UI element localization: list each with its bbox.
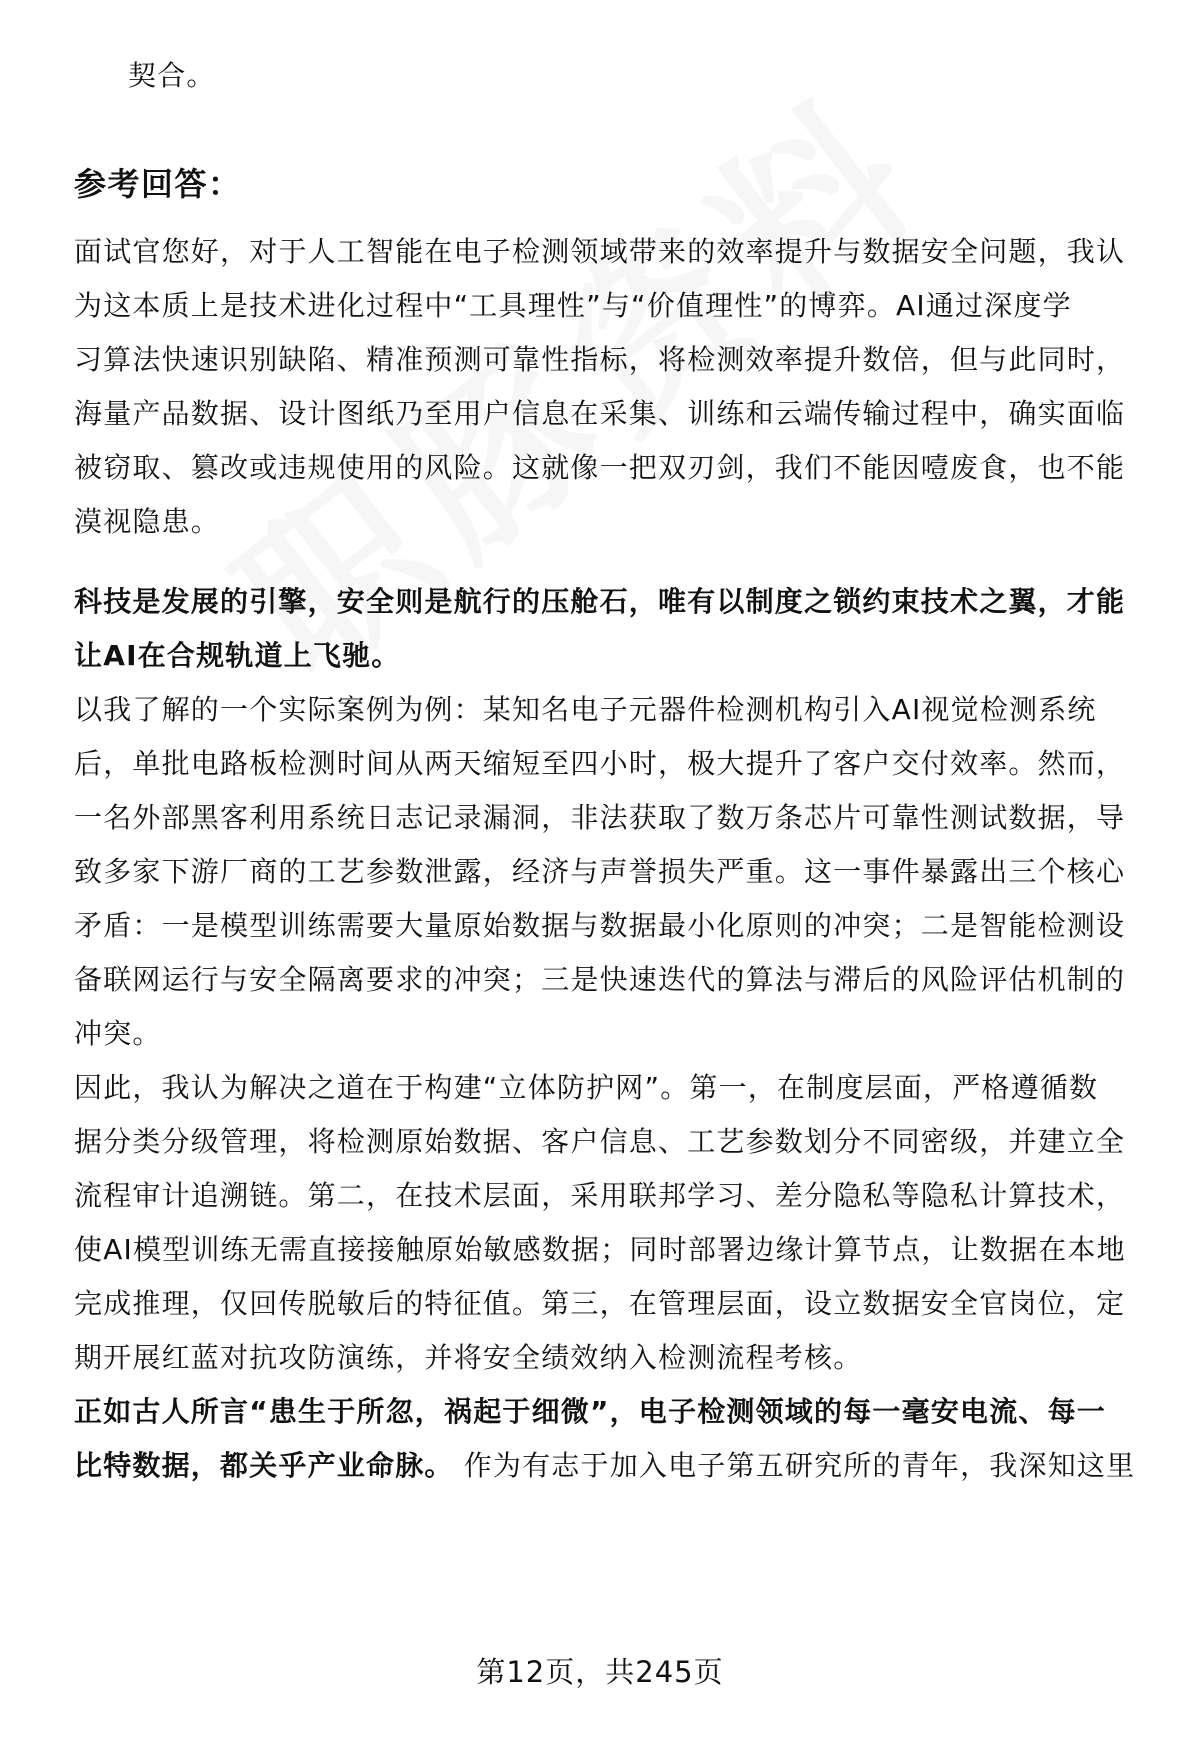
- paragraph-line: 漠视隐患。: [74, 505, 221, 538]
- paragraph-line: 面试官您好，对于人工智能在电子检测领域带来的效率提升与数据安全问题，我认: [74, 235, 1126, 268]
- paragraph-line: 习算法快速识别缺陷、精准预测可靠性指标，将检测效率提升数倍，但与此同时，: [74, 343, 1126, 376]
- paragraph-line: 致多家下游厂商的工艺参数泄露，经济与声誉损失严重。这一事件暴露出三个核心: [74, 855, 1126, 888]
- page-number: 第12页，共245页: [476, 1655, 724, 1689]
- paragraph-line: 完成推理，仅回传脱敏后的特征值。第三，在管理层面，设立数据安全官岗位，定: [74, 1287, 1126, 1320]
- normal-span: 作为有志于加入电子第五研究所的青年，我深知这里: [453, 1449, 1136, 1482]
- paragraph-line: 据分类分级管理，将检测原始数据、客户信息、工艺参数划分不同密级，并建立全: [74, 1125, 1126, 1158]
- paragraph-line: 因此，我认为解决之道在于构建“立体防护网”。第一，在制度层面，严格遵循数: [74, 1071, 1099, 1104]
- paragraph-line: 备联网运行与安全隔离要求的冲突；三是快速迭代的算法与滞后的风险评估机制的: [74, 963, 1126, 996]
- paragraph-line: 流程审计追溯链。第二，在技术层面，采用联邦学习、差分隐私等隐私计算技术，: [74, 1179, 1126, 1212]
- bold-line: 正如古人所言“患生于所忽，祸起于细微”，电子检测领域的每一毫安电流、每一: [74, 1395, 1107, 1428]
- bold-span: 比特数据，都关乎产业命脉。: [74, 1449, 454, 1482]
- bold-line: 科技是发展的引擎，安全则是航行的压舱石，唯有以制度之锁约束技术之翼，才能: [74, 585, 1126, 618]
- paragraph-line: 以我了解的一个实际案例为例：某知名电子元器件检测机构引入AI视觉检测系统: [74, 693, 1097, 726]
- paragraph-line: 海量产品数据、设计图纸乃至用户信息在采集、训练和云端传输过程中，确实面临: [74, 397, 1126, 430]
- mixed-line: [74, 1446, 1135, 1486]
- paragraph-line: 后，单批电路板检测时间从两天缩短至四小时，极大提升了客户交付效率。然而，: [74, 747, 1126, 780]
- paragraph-line: 被窃取、篡改或违规使用的风险。这就像一把双刃剑，我们不能因噎废食，也不能: [74, 451, 1126, 484]
- bold-line: 让AI在合规轨道上飞驰。: [74, 639, 401, 672]
- paragraph-line: 矛盾：一是模型训练需要大量原始数据与数据最小化原则的冲突；二是智能检测设: [74, 909, 1126, 942]
- paragraph-line: 冲突。: [74, 1017, 162, 1050]
- paragraph-line: 为这本质上是技术进化过程中“工具理性”与“价值理性”的博弈。AI通过深度学: [74, 289, 1072, 322]
- top-fragment: 契合。: [128, 59, 216, 92]
- paragraph-line: 使AI模型训练无需直接接触原始敏感数据；同时部署边缘计算节点，让数据在本地: [74, 1233, 1126, 1266]
- section-heading: 参考回答：: [74, 165, 242, 203]
- paragraph-line: 期开展红蓝对抗攻防演练，并将安全绩效纳入检测流程考核。: [74, 1341, 863, 1374]
- paragraph-line: 一名外部黑客利用系统日志记录漏洞，非法获取了数万条芯片可靠性测试数据，导: [74, 801, 1126, 834]
